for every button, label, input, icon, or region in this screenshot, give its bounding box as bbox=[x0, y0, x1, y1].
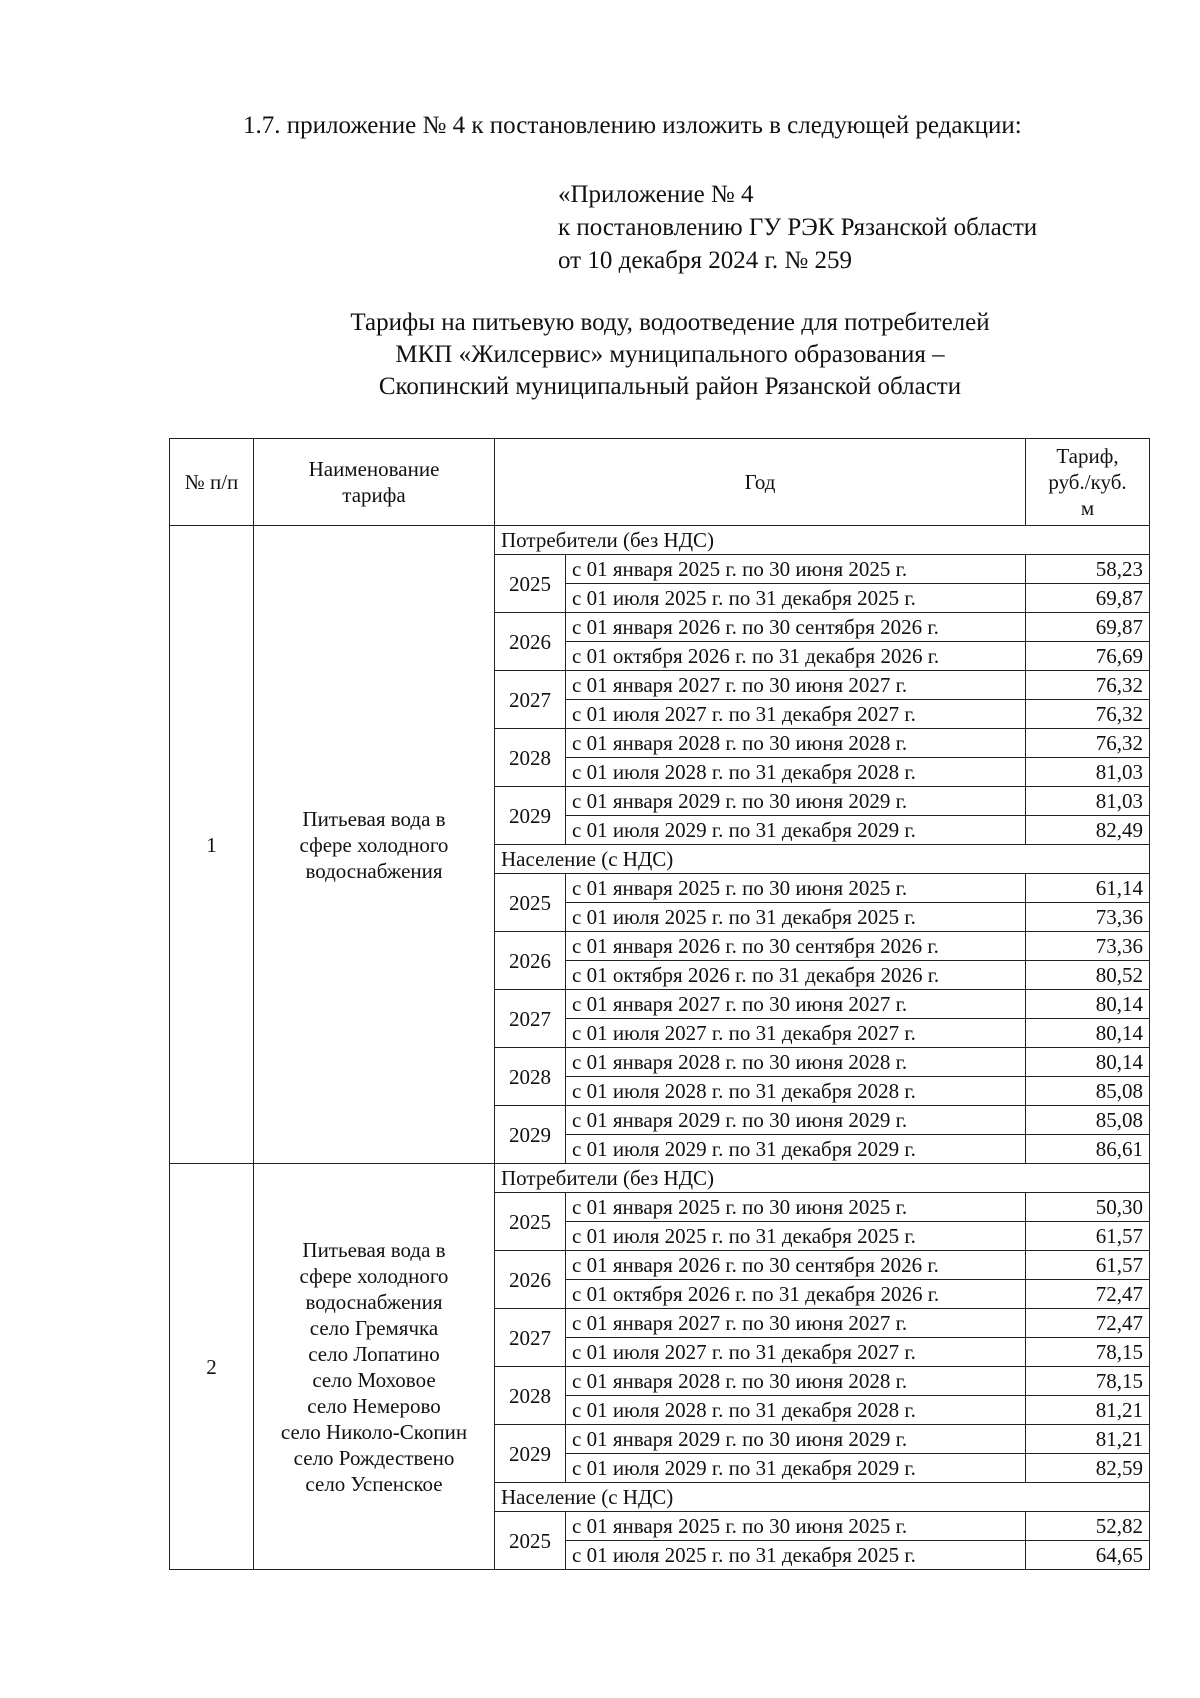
tariff-name-line: водоснабжения bbox=[305, 858, 443, 883]
header-line: тарифа bbox=[342, 483, 406, 507]
tariff-name-line: Питьевая вода в bbox=[302, 1237, 446, 1262]
tariff-value-cell: 69,87 bbox=[1026, 613, 1150, 642]
header-tariff-name bbox=[254, 439, 495, 526]
period-cell: с 01 июля 2025 г. по 31 декабря 2025 г. bbox=[566, 903, 1026, 932]
tariff-value-cell: 80,14 bbox=[1026, 990, 1150, 1019]
period-cell: с 01 января 2026 г. по 30 сентября 2026 г. bbox=[566, 1251, 1026, 1280]
header-line: м bbox=[1080, 496, 1095, 520]
year-cell: 2025 bbox=[495, 874, 566, 932]
tariff-name-line: сфере холодного bbox=[299, 1263, 449, 1288]
tariff-name-line: сфере холодного bbox=[299, 832, 449, 857]
period-cell: с 01 июля 2028 г. по 31 декабря 2028 г. bbox=[566, 758, 1026, 787]
row-number: 1 bbox=[170, 526, 254, 1164]
tariff-value-cell: 85,08 bbox=[1026, 1077, 1150, 1106]
period-cell: с 01 января 2027 г. по 30 июня 2027 г. bbox=[566, 1309, 1026, 1338]
period-cell: с 01 июля 2027 г. по 31 декабря 2027 г. bbox=[566, 1019, 1026, 1048]
period-cell: с 01 октября 2026 г. по 31 декабря 2026 г. bbox=[566, 1280, 1026, 1309]
year-cell: 2029 bbox=[495, 1425, 566, 1483]
period-cell: с 01 января 2027 г. по 30 июня 2027 г. bbox=[566, 671, 1026, 700]
year-cell: 2029 bbox=[495, 787, 566, 845]
period-cell: с 01 июля 2029 г. по 31 декабря 2029 г. bbox=[566, 1454, 1026, 1483]
table-row bbox=[170, 1164, 1150, 1193]
year-cell: 2025 bbox=[495, 555, 566, 613]
year-cell: 2026 bbox=[495, 932, 566, 990]
title-line: Тарифы на питьевую воду, водоотведение для потребителей bbox=[350, 309, 990, 336]
tariff-name-line: село Лопатино bbox=[308, 1341, 440, 1366]
tariff-value-cell: 72,47 bbox=[1026, 1309, 1150, 1338]
tariff-name-line: водоснабжения bbox=[305, 1289, 443, 1314]
tariff-name-line: село Моховое bbox=[312, 1367, 436, 1392]
annex-header bbox=[558, 178, 1037, 277]
period-cell: с 01 января 2027 г. по 30 июня 2027 г. bbox=[566, 990, 1026, 1019]
header-line: Наименование bbox=[308, 457, 440, 481]
tariff-value-cell: 76,32 bbox=[1026, 700, 1150, 729]
tariff-name-line: село Рождествено bbox=[293, 1445, 455, 1470]
period-cell: с 01 января 2025 г. по 30 июня 2025 г. bbox=[566, 874, 1026, 903]
tariff-name-lines bbox=[260, 806, 488, 884]
tariff-value-cell: 76,32 bbox=[1026, 729, 1150, 758]
tariff-value-cell: 61,14 bbox=[1026, 874, 1150, 903]
year-cell: 2026 bbox=[495, 1251, 566, 1309]
row-number: 2 bbox=[170, 1164, 254, 1570]
tariff-name bbox=[254, 526, 495, 1164]
header-line: руб./куб. bbox=[1048, 470, 1127, 494]
tariff-name bbox=[254, 1164, 495, 1570]
table-header-row bbox=[170, 439, 1150, 526]
period-cell: с 01 января 2025 г. по 30 июня 2025 г. bbox=[566, 555, 1026, 584]
tariff-value-cell: 50,30 bbox=[1026, 1193, 1150, 1222]
tariff-name-line: село Николо-Скопин bbox=[280, 1419, 468, 1444]
header-tariff-value bbox=[1026, 439, 1150, 526]
consumer-group-label: Потребители (без НДС) bbox=[495, 526, 1150, 555]
period-cell: с 01 июля 2025 г. по 31 декабря 2025 г. bbox=[566, 1222, 1026, 1251]
annex-line: к постановлению ГУ РЭК Рязанской области bbox=[558, 214, 1038, 241]
tariff-value-cell: 85,08 bbox=[1026, 1106, 1150, 1135]
tariff-value-cell: 78,15 bbox=[1026, 1338, 1150, 1367]
tariff-table-body bbox=[170, 526, 1150, 1570]
consumer-group-label: Потребители (без НДС) bbox=[495, 1164, 1150, 1193]
year-cell: 2027 bbox=[495, 1309, 566, 1367]
period-cell: с 01 января 2028 г. по 30 июня 2028 г. bbox=[566, 729, 1026, 758]
year-cell: 2029 bbox=[495, 1106, 566, 1164]
tariff-name-line: село Гремячка bbox=[309, 1315, 439, 1340]
consumer-group-label: Население (с НДС) bbox=[495, 845, 1150, 874]
tariff-name-lines bbox=[260, 1237, 488, 1497]
year-cell: 2027 bbox=[495, 990, 566, 1048]
period-cell: с 01 июля 2028 г. по 31 декабря 2028 г. bbox=[566, 1396, 1026, 1425]
period-cell: с 01 октября 2026 г. по 31 декабря 2026 г. bbox=[566, 961, 1026, 990]
period-cell: с 01 января 2025 г. по 30 июня 2025 г. bbox=[566, 1512, 1026, 1541]
tariff-value-cell: 80,14 bbox=[1026, 1048, 1150, 1077]
tariff-value-cell: 80,14 bbox=[1026, 1019, 1150, 1048]
header-line: Тариф, bbox=[1056, 444, 1119, 468]
tariff-value-cell: 69,87 bbox=[1026, 584, 1150, 613]
period-cell: с 01 октября 2026 г. по 31 декабря 2026 г. bbox=[566, 642, 1026, 671]
tariff-name-line: Питьевая вода в bbox=[302, 806, 446, 831]
period-cell: с 01 июля 2027 г. по 31 декабря 2027 г. bbox=[566, 1338, 1026, 1367]
tariff-value-cell: 72,47 bbox=[1026, 1280, 1150, 1309]
period-cell: с 01 июля 2029 г. по 31 декабря 2029 г. bbox=[566, 1135, 1026, 1164]
title-line: Скопинский муниципальный район Рязанской области bbox=[378, 373, 962, 400]
period-cell: с 01 января 2029 г. по 30 июня 2029 г. bbox=[566, 787, 1026, 816]
period-cell: с 01 июля 2028 г. по 31 декабря 2028 г. bbox=[566, 1077, 1026, 1106]
intro-text: 1.7. приложение № 4 к постановлению изложить в следующей редакции: bbox=[243, 112, 1022, 139]
document-title bbox=[170, 307, 1170, 403]
tariff-value-cell: 81,03 bbox=[1026, 758, 1150, 787]
period-cell: с 01 января 2029 г. по 30 июня 2029 г. bbox=[566, 1106, 1026, 1135]
annex-line: от 10 декабря 2024 г. № 259 bbox=[558, 247, 853, 274]
tariff-value-cell: 52,82 bbox=[1026, 1512, 1150, 1541]
tariff-value-cell: 81,03 bbox=[1026, 787, 1150, 816]
year-cell: 2025 bbox=[495, 1512, 566, 1570]
tariff-value-cell: 81,21 bbox=[1026, 1425, 1150, 1454]
tariff-value-cell: 86,61 bbox=[1026, 1135, 1150, 1164]
period-cell: с 01 июля 2025 г. по 31 декабря 2025 г. bbox=[566, 1541, 1026, 1570]
tariff-value-cell: 61,57 bbox=[1026, 1251, 1150, 1280]
header-year: Год bbox=[495, 439, 1026, 526]
tariff-value-cell: 58,23 bbox=[1026, 555, 1150, 584]
tariff-value-cell: 80,52 bbox=[1026, 961, 1150, 990]
tariff-value-cell: 61,57 bbox=[1026, 1222, 1150, 1251]
period-cell: с 01 января 2026 г. по 30 сентября 2026 г. bbox=[566, 613, 1026, 642]
year-cell: 2027 bbox=[495, 671, 566, 729]
period-cell: с 01 января 2028 г. по 30 июня 2028 г. bbox=[566, 1048, 1026, 1077]
period-cell: с 01 июля 2029 г. по 31 декабря 2029 г. bbox=[566, 816, 1026, 845]
period-cell: с 01 января 2029 г. по 30 июня 2029 г. bbox=[566, 1425, 1026, 1454]
tariff-table bbox=[169, 438, 1150, 1570]
tariff-value-cell: 78,15 bbox=[1026, 1367, 1150, 1396]
year-cell: 2026 bbox=[495, 613, 566, 671]
year-cell: 2028 bbox=[495, 729, 566, 787]
tariff-value-cell: 81,21 bbox=[1026, 1396, 1150, 1425]
period-cell: с 01 июля 2025 г. по 31 декабря 2025 г. bbox=[566, 584, 1026, 613]
tariff-value-cell: 73,36 bbox=[1026, 903, 1150, 932]
tariff-name-line: село Немерово bbox=[307, 1393, 441, 1418]
period-cell: с 01 января 2026 г. по 30 сентября 2026 г. bbox=[566, 932, 1026, 961]
header-number: № п/п bbox=[170, 439, 254, 526]
table-row bbox=[170, 526, 1150, 555]
annex-line: «Приложение № 4 bbox=[558, 181, 754, 208]
period-cell: с 01 января 2028 г. по 30 июня 2028 г. bbox=[566, 1367, 1026, 1396]
tariff-value-cell: 73,36 bbox=[1026, 932, 1150, 961]
tariff-value-cell: 64,65 bbox=[1026, 1541, 1150, 1570]
tariff-value-cell: 82,59 bbox=[1026, 1454, 1150, 1483]
year-cell: 2025 bbox=[495, 1193, 566, 1251]
tariff-value-cell: 76,69 bbox=[1026, 642, 1150, 671]
period-cell: с 01 июля 2027 г. по 31 декабря 2027 г. bbox=[566, 700, 1026, 729]
tariff-value-cell: 82,49 bbox=[1026, 816, 1150, 845]
title-line: МКП «Жилсервис» муниципального образования – bbox=[395, 341, 945, 368]
year-cell: 2028 bbox=[495, 1367, 566, 1425]
period-cell: с 01 января 2025 г. по 30 июня 2025 г. bbox=[566, 1193, 1026, 1222]
tariff-value-cell: 76,32 bbox=[1026, 671, 1150, 700]
year-cell: 2028 bbox=[495, 1048, 566, 1106]
consumer-group-label: Население (с НДС) bbox=[495, 1483, 1150, 1512]
tariff-name-line: село Успенское bbox=[305, 1471, 443, 1496]
